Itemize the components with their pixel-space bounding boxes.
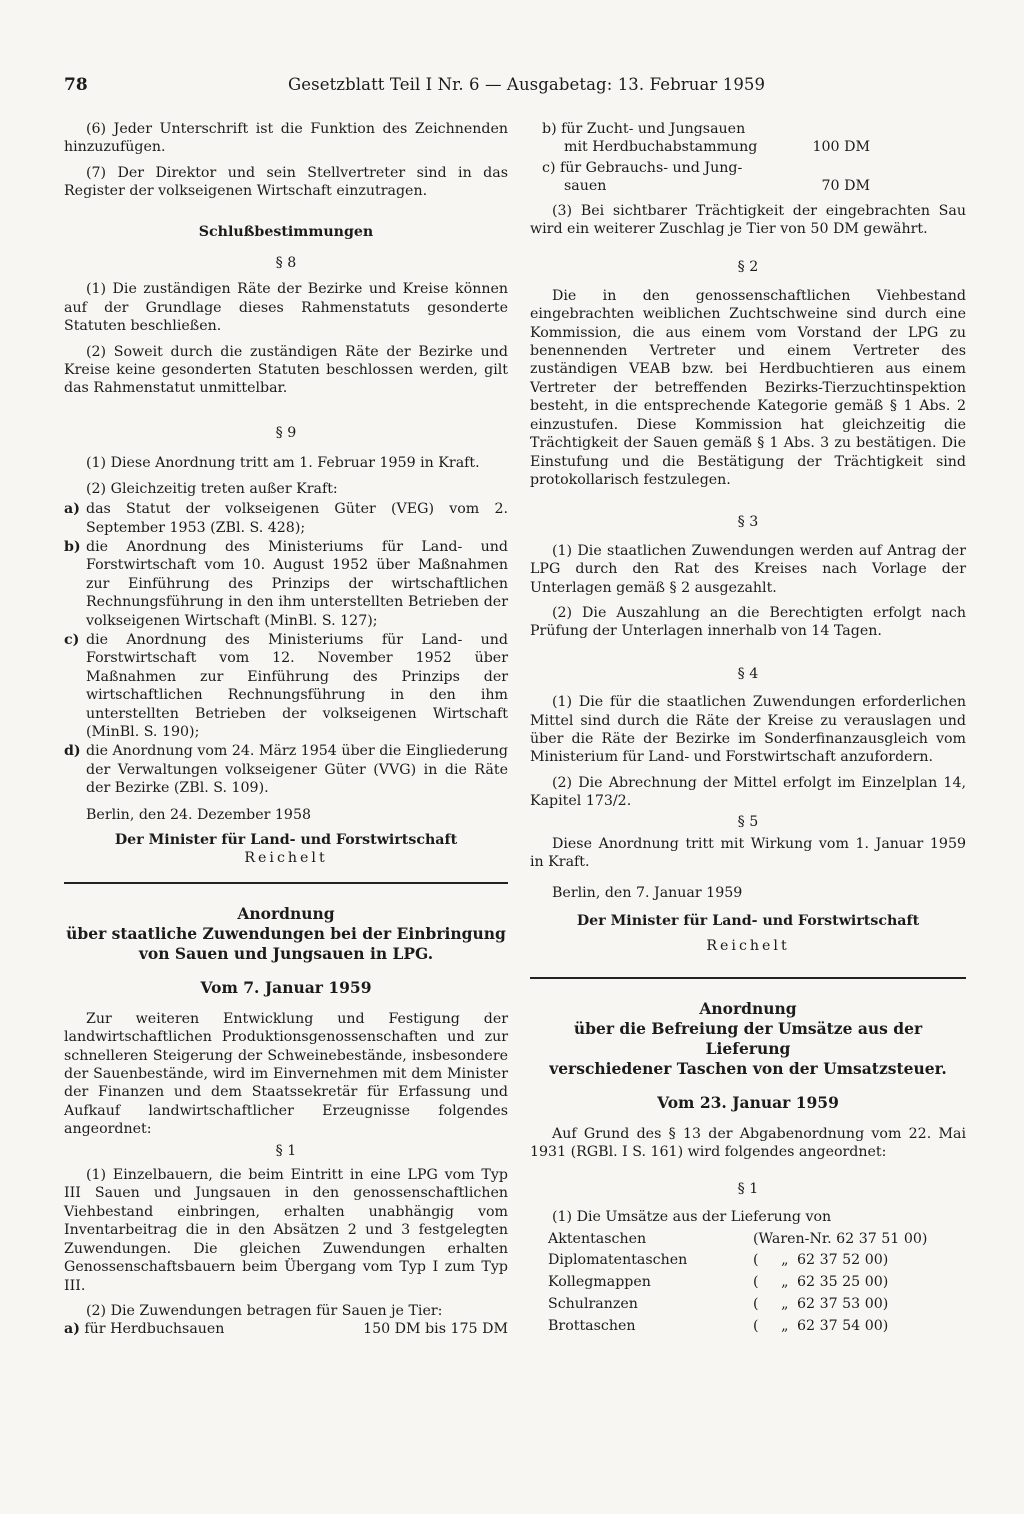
minister-title: Der Minister für Land- und Forstwirtschaft [576, 913, 920, 930]
subsidy-label: c) für Gebrauchs- und Jung- [542, 159, 743, 176]
ordinance-2-date: Vom 23. Januar 1959 [657, 1093, 839, 1113]
ordinance-preamble: Zur weiteren Entwicklung und Festigung der landwirtschaftlichen Produktionsgenossenschaften und zur schnelleren Steigerung der Schweinebestände, insbesondere der Sauenbestände, wird im Einvernehmen mit dem Minister der Finanzen und dem Staatssekretär für Erfassung und Aufkauf landwirtschaftlicher Erzeugnisse folgendes angeordnet: [64, 1010, 508, 1138]
paragraph-6: (6) Jeder Unterschrift ist die Funktion des Zeichnenden hinzuzufügen. [64, 121, 508, 156]
goods-ditto: ( „ [753, 1274, 789, 1291]
goods-ditto: ( „ [753, 1317, 789, 1334]
paragraph-7: (7) Der Direktor und sein Stellvertreter sind in das Register der volkseigenen Wirtschaft einzutragen. [64, 164, 508, 200]
subsidy-label: a) für Herdbuchsauen [64, 1321, 225, 1338]
page-number: 78 [64, 75, 88, 95]
goods-ditto: ( „ [753, 1296, 789, 1313]
ordinance-title-line-2: über staatliche Zuwendungen bei der Einbringung [66, 923, 506, 943]
subsidy-amount: 70 DM [821, 178, 870, 195]
ordinance-date: Vom 7. Januar 1959 [200, 977, 372, 997]
repeal-item-c [64, 631, 508, 741]
item-letter: c) [64, 631, 80, 648]
section-4-heading: § 4 [737, 665, 759, 682]
item-letter: d) [64, 743, 81, 760]
ordinance-title-line-3: von Sauen und Jungsauen in LPG. [138, 943, 434, 963]
subsidy-amount: 100 DM [812, 139, 870, 156]
section-8-paragraph-1: (1) Die zuständigen Räte der Bezirke und Kreise können auf der Grundlage dieses Rahmenstatuts gesonderte Statuten beschließen. [64, 281, 508, 335]
ordinance-2-paragraph-1: (1) Die Umsätze aus der Lieferung von [552, 1209, 832, 1226]
section-2-heading: § 2 [737, 259, 759, 276]
section-5-paragraph: Diese Anordnung tritt mit Wirkung vom 1. Januar 1959 in Kraft. [530, 836, 966, 871]
table-row [530, 1250, 966, 1272]
table-row [530, 1294, 966, 1316]
goods-name: Diplomatentaschen [548, 1252, 688, 1269]
goods-ref: (Waren-Nr. 62 37 51 00) [753, 1230, 928, 1247]
minister-title: Der Minister für Land- und Forstwirtschaft [114, 832, 458, 848]
section-divider [64, 882, 508, 884]
item-text: die Anordnung vom 24. März 1954 über die Eingliederung der Verwaltungen volkseigener Güter (VVG) in die Räte der Bezirke (ZBl. S. 109). [86, 743, 508, 797]
place-date: Berlin, den 24. Dezember 1958 [86, 806, 312, 823]
item-letter: b) [64, 538, 81, 555]
item-letter: a) [64, 501, 80, 518]
subsidy-row-a [64, 1320, 508, 1338]
section-3-paragraph-2: (2) Die Auszahlung an die Berechtigten erfolgt nach Prüfung der Unterlagen innerhalb von 14 Tagen. [530, 604, 966, 640]
signature: Reichelt [244, 850, 328, 867]
signature: Reichelt [706, 937, 790, 954]
section-3-paragraph-1: (1) Die staatlichen Zuwendungen werden auf Antrag der LPG durch den Rat des Kreises nach Vorlage der Unterlagen gemäß § 2 ausgezahlt. [530, 542, 966, 596]
ordinance-2-title-line-1: Anordnung [699, 999, 797, 1019]
right-column [530, 120, 966, 1338]
goods-name: Schulranzen [548, 1296, 638, 1313]
subsidy-label-cont: sauen [564, 178, 607, 195]
subsidy-row-c [530, 159, 966, 196]
repeal-item-a [64, 500, 508, 537]
left-column [64, 120, 508, 1339]
ordinance-2-preamble: Auf Grund des § 13 der Abgabenordnung vom 22. Mai 1931 (RGBl. I S. 161) wird folgendes angeordnet: [530, 1126, 966, 1161]
section-1-paragraph-3: (3) Bei sichtbarer Trächtigkeit der eingebrachten Sau wird ein weiterer Zuschlag je Tier von 50 DM gewährt. [530, 202, 966, 238]
section-9-paragraph-2: (2) Gleichzeitig treten außer Kraft: [86, 480, 338, 497]
ordinance-2-section-1-heading: § 1 [737, 1180, 759, 1197]
running-title: Gesetzblatt Teil I Nr. 6 — Ausgabetag: 13. Februar 1959 [288, 75, 766, 94]
repeal-item-b [64, 538, 508, 630]
goods-name: Brottaschen [548, 1317, 636, 1334]
section-1-paragraph-2: (2) Die Zuwendungen betragen für Sauen je Tier: [86, 1302, 443, 1319]
table-row [530, 1229, 966, 1251]
item-text: die Anordnung des Ministeriums für Land- und Forstwirtschaft vom 10. August 1952 über Maßnahmen zur Einführung des Prinzips der wirtschaftlichen Rechnungsführung in den ihm unterstellten Betrieben der volkseigenen Wirtschaft (MinBl. S. 127); [86, 538, 508, 629]
table-row [530, 1272, 966, 1294]
section-3-heading: § 3 [737, 514, 759, 531]
goods-table [530, 1229, 966, 1338]
section-8-heading: § 8 [275, 255, 297, 272]
goods-name: Kollegmappen [548, 1274, 651, 1291]
section-8-paragraph-2: (2) Soweit durch die zuständigen Räte der Bezirke und Kreise keine gesonderten Statuten beschlossen werden, gilt das Rahmenstatut unmittelbar. [64, 343, 508, 397]
section-2-paragraph: Die in den genossenschaftlichen Viehbestand eingebrachten weiblichen Zuchtschweine sind durch eine Kommission, die aus einem vom Vorstand der LPG zu benennenden Vertreter und einem Vertreter des zuständigen VEAB bzw. bei Herdbuchtieren aus einem Vertreter der betreffenden Bezirks-Tierzuchtinspektion besteht, in die entsprechende Kategorie gemäß § 1 Abs. 2 einzustufen. Diese Kommission hat gleichzeitig die Trächtigkeit der Sauen gemäß § 1 Abs. 3 zu bestätigen. Die Einstufung und die Bestätigung der Trächtigkeit sind protokollarisch festzulegen. [530, 287, 966, 488]
section-9-heading: § 9 [275, 424, 297, 441]
goods-number: 62 37 54 00) [797, 1317, 889, 1334]
section-5-heading: § 5 [737, 813, 759, 830]
section-divider [530, 977, 966, 979]
closing-provisions-heading: Schlußbestimmungen [198, 223, 374, 240]
ordinance-2-title-line-3: verschiedener Taschen von der Umsatzsteuer. [549, 1059, 947, 1079]
subsidy-row-b [530, 120, 966, 157]
section-1-paragraph-1: (1) Einzelbauern, die beim Eintritt in eine LPG vom Typ III Sauen und Jungsauen in den genossenschaftlichen Viehbestand einbringen, erhalten unabhängig vom Inventarbeitrag die in den Absätzen 2 und 3 festgelegten Zuwendungen. Die gleichen Zuwendungen erhalten Genossenschaftsbauern beim Übergang vom Typ I zum Typ III. [64, 1167, 508, 1294]
item-text: das Statut der volkseigenen Güter (VEG) vom 2. September 1953 (ZBl. S. 428); [86, 501, 508, 536]
place-date: Berlin, den 7. Januar 1959 [552, 884, 743, 901]
section-1-heading: § 1 [275, 1142, 297, 1159]
ordinance-title-line-1: Anordnung [237, 903, 335, 923]
goods-number: 62 37 53 00) [797, 1296, 889, 1313]
table-row [530, 1316, 966, 1338]
page-header [64, 76, 769, 100]
repeal-item-d [64, 742, 508, 797]
goods-name: Aktentaschen [548, 1230, 647, 1247]
subsidy-amount: 150 DM bis 175 DM [363, 1321, 508, 1338]
section-4-paragraph-2: (2) Die Abrechnung der Mittel erfolgt im Einzelplan 14, Kapitel 173/2. [530, 774, 966, 810]
goods-number: 62 35 25 00) [797, 1274, 889, 1291]
subsidy-label: b) für Zucht- und Jungsauen [542, 121, 746, 137]
section-9-paragraph-1: (1) Diese Anordnung tritt am 1. Februar 1959 in Kraft. [86, 455, 480, 472]
goods-ditto: ( „ [753, 1252, 789, 1269]
section-4-paragraph-1: (1) Die für die staatlichen Zuwendungen erforderlichen Mittel sind durch die Räte der Kreise zu verauslagen und über die Räte der Bezirke im Sonderfinanzausgleich vom Ministerium für Land- und Forstwirtschaft anzufordern. [530, 694, 966, 766]
ordinance-2-title-line-2: über die Befreiung der Umsätze aus der Lieferung [573, 1019, 923, 1059]
item-text: die Anordnung des Ministeriums für Land- und Forstwirtschaft vom 12. November 1952 über Maßnahmen zur Einführung des Prinzips der wirtschaftlichen Rechnungsführung in den ihm unterstellten Betrieben der volkseigenen Wirtschaft (MinBl. S. 190); [86, 631, 508, 740]
subsidy-label-cont: mit Herdbuchabstammung [564, 139, 758, 156]
goods-number: 62 37 52 00) [797, 1252, 889, 1269]
